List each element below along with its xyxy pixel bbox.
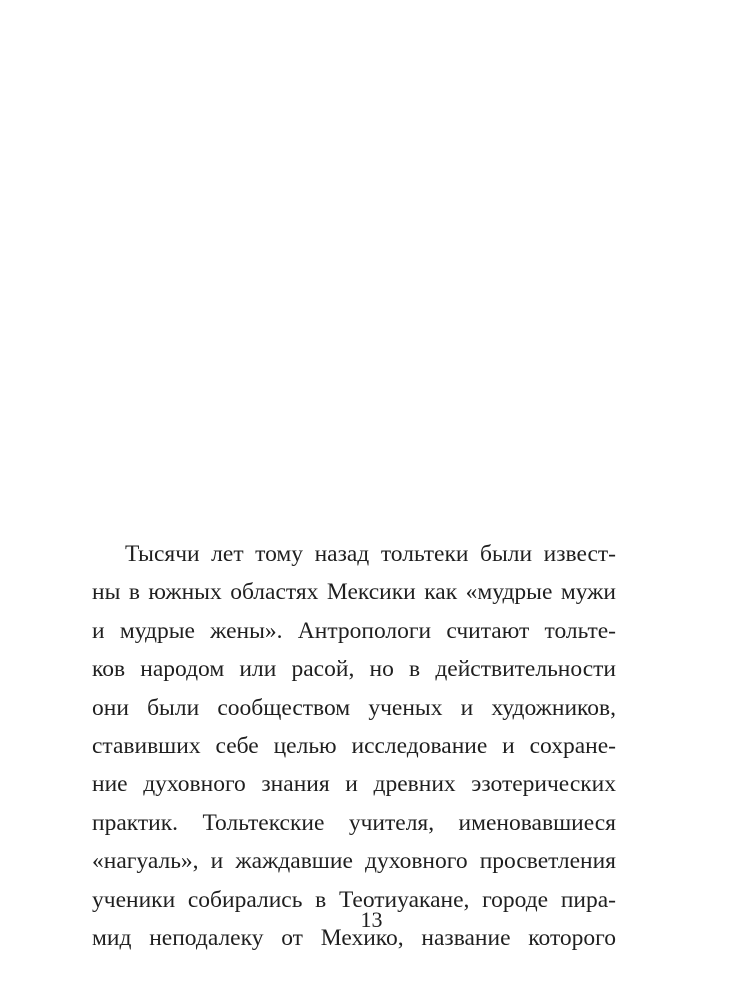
text-line: ков народом или расой, но в действительности [92, 656, 616, 683]
text-line: Тысячи лет тому назад тольтеки были извест- [125, 541, 616, 567]
text-line: мид неподалеку от Мехико, название которого [92, 924, 616, 951]
text-line: ны в южных областях Мексики как «мудрые мужи [92, 579, 616, 606]
text-line: практик. Тольтекские учителя, именовавшиеся [92, 809, 616, 836]
text-line: и мудрые жены». Антропологи считают тольте- [92, 617, 616, 644]
body-paragraph [92, 535, 616, 957]
text-line: они были сообществом ученых и художников, [92, 694, 616, 721]
page-number: 13 [360, 907, 383, 932]
text-line: ставивших себе целью исследование и сохране- [92, 732, 616, 759]
text-line: ученики собирались в Теотиуакане, городе пира- [92, 886, 616, 913]
text-line: ние духовного знания и древних эзотерических [92, 771, 616, 798]
text-line: «нагуаль», и жаждавшие духовного просветления [92, 848, 616, 875]
